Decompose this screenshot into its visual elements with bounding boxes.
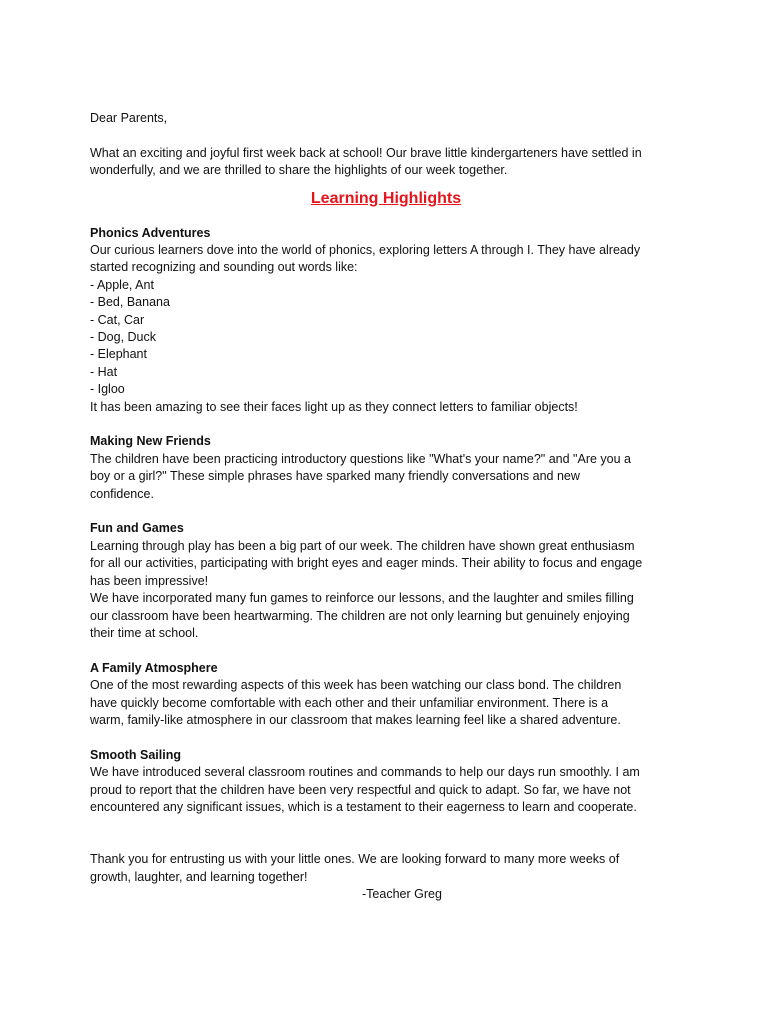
- list-item: - Igloo: [90, 382, 125, 397]
- list-item: - Cat, Car: [90, 312, 145, 327]
- section-line: their time at school.: [90, 625, 199, 640]
- list-item: - Hat: [90, 364, 118, 379]
- section-title: Smooth Sailing: [90, 747, 181, 762]
- spacer: [90, 503, 682, 520]
- learning-highlights-heading: Learning Highlights: [310, 189, 462, 207]
- spacer: [90, 729, 682, 746]
- spacer: [90, 816, 682, 851]
- spacer: [90, 416, 682, 433]
- section-line: We have incorporated many fun games to reinforce our lessons, and the laughter and smiles filling: [90, 591, 634, 606]
- section-line: The children have been practicing introductory questions like "What's your name?" and "Are you a: [90, 451, 631, 466]
- list-item: - Apple, Ant: [90, 277, 154, 292]
- list-item: - Bed, Banana: [90, 295, 170, 310]
- intro-line: wonderfully, and we are thrilled to share the highlights of our week together.: [90, 163, 508, 178]
- section-family-atmosphere: [90, 660, 682, 730]
- list-item: - Elephant: [90, 347, 147, 362]
- section-line: have quickly become comfortable with each other and their unfamiliar environment. There is a: [90, 695, 609, 710]
- section-title: Phonics Adventures: [90, 225, 211, 240]
- closing-line: Thank you for entrusting us with your little ones. We are looking forward to many more weeks of: [90, 852, 620, 867]
- spacer: [90, 127, 682, 144]
- section-line: boy or a girl?" These simple phrases have sparked many friendly conversations and new: [90, 469, 580, 484]
- section-line: started recognizing and sounding out words like:: [90, 260, 358, 275]
- section-title: Fun and Games: [90, 521, 184, 536]
- section-making-new-friends: [90, 433, 682, 503]
- letter-body: [90, 110, 682, 903]
- salutation: Dear Parents,: [90, 111, 168, 125]
- section-title: Making New Friends: [90, 434, 211, 449]
- section-line: We have introduced several classroom routines and commands to help our days run smoothly. I am: [90, 765, 640, 780]
- section-line: encountered any significant issues, which is a testament to their eagerness to learn and cooperate.: [90, 799, 637, 814]
- section-line: Learning through play has been a big part of our week. The children have shown great enthusiasm: [90, 538, 635, 553]
- section-line: Our curious learners dove into the world of phonics, exploring letters A through I. They have already: [90, 243, 641, 258]
- intro-paragraph: [90, 145, 682, 180]
- section-phonics-adventures: [90, 225, 682, 416]
- section-line: our classroom have been heartwarming. The children are not only learning but genuinely enjoying: [90, 608, 630, 623]
- section-line: warm, family-like atmosphere in our classroom that makes learning feel like a shared adventure.: [90, 712, 621, 727]
- intro-line: What an exciting and joyful first week back at school! Our brave little kindergarteners have settled in: [90, 145, 642, 160]
- list-item: - Dog, Duck: [90, 330, 156, 345]
- section-fun-and-games: [90, 520, 682, 642]
- section-line: confidence.: [90, 486, 154, 501]
- signature: -Teacher Greg: [362, 886, 442, 901]
- closing-line: growth, laughter, and learning together!: [90, 869, 308, 884]
- section-line: It has been amazing to see their faces light up as they connect letters to familiar objects!: [90, 399, 578, 414]
- section-line: One of the most rewarding aspects of this week has been watching our class bond. The children: [90, 678, 622, 693]
- section-smooth-sailing: [90, 747, 682, 817]
- section-line: proud to report that the children have been very respectful and quick to adapt. So far, we have not: [90, 782, 631, 797]
- closing-paragraph: [90, 851, 682, 886]
- section-title: A Family Atmosphere: [90, 660, 218, 675]
- section-line: has been impressive!: [90, 573, 209, 588]
- spacer: [90, 642, 682, 659]
- section-line: for all our activities, participating with bright eyes and eager minds. Their ability to focus and engage: [90, 556, 643, 571]
